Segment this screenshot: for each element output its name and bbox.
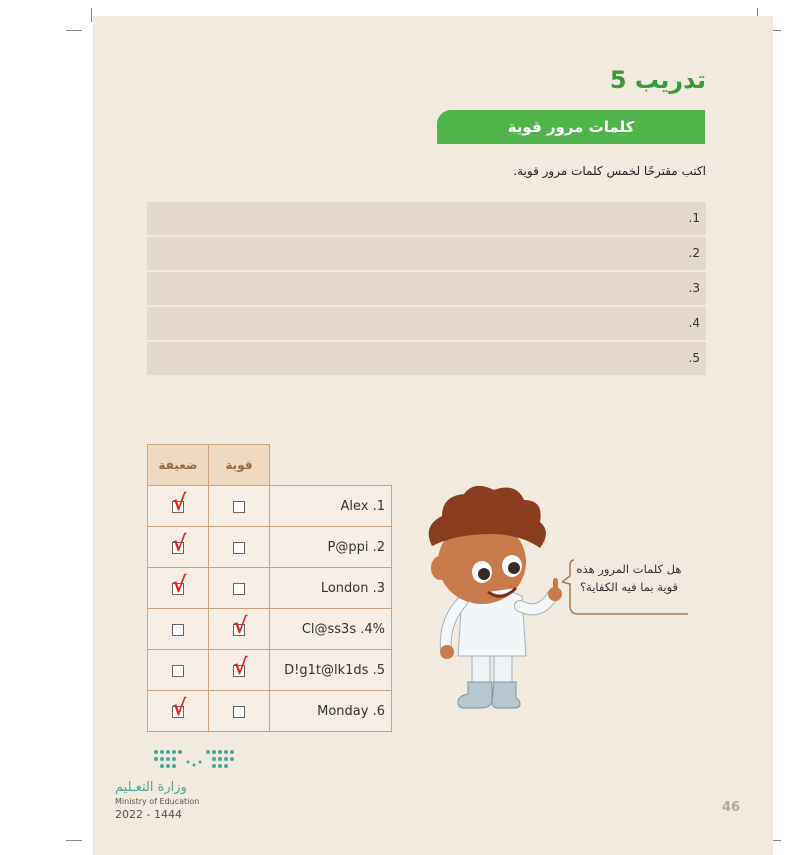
line-number: 3. [688, 281, 700, 295]
strong-checkbox[interactable] [233, 706, 245, 718]
table-row [148, 609, 392, 650]
red-check-mark-icon: √ [172, 572, 187, 598]
boy-character-illustration [410, 486, 570, 721]
table-row [148, 650, 392, 691]
answer-line-1[interactable] [147, 202, 706, 235]
strong-checkbox-cell[interactable] [209, 609, 270, 650]
strong-checkbox[interactable] [233, 583, 245, 595]
red-check-mark-icon: √ [233, 654, 248, 680]
strong-checkbox-cell[interactable] [209, 650, 270, 691]
answer-lines [147, 202, 706, 377]
password-strength-table [147, 444, 392, 732]
red-check-mark-icon: √ [172, 531, 187, 557]
speech-bubble [562, 556, 696, 618]
strong-checkbox-cell[interactable] [209, 527, 270, 568]
ministry-logo-icon [152, 746, 272, 776]
strong-checkbox[interactable] [233, 542, 245, 554]
table-row [148, 486, 392, 527]
table-row [148, 527, 392, 568]
weak-checkbox-cell[interactable] [148, 486, 209, 527]
red-check-mark-icon: √ [172, 695, 187, 721]
strong-checkbox-cell[interactable] [209, 486, 270, 527]
line-number: 4. [688, 316, 700, 330]
strong-checkbox[interactable] [233, 501, 245, 513]
ministry-name-arabic: وزارة التعـليم [115, 780, 187, 795]
password-label: Alex .1 [270, 486, 392, 527]
red-check-mark-icon: √ [172, 490, 187, 516]
line-number: 5. [688, 351, 700, 365]
header-strong: قوية [209, 445, 270, 486]
weak-checkbox-cell[interactable] [148, 650, 209, 691]
answer-line-2[interactable] [147, 237, 706, 270]
speech-line-2: قوية بما فيه الكفاية؟ [579, 580, 679, 594]
table-row [148, 691, 392, 732]
section-banner: كلمات مرور قوية [437, 110, 705, 144]
red-check-mark-icon: √ [233, 613, 248, 639]
password-label: %Cl@ss3s .4 [270, 609, 392, 650]
strong-checkbox-cell[interactable] [209, 568, 270, 609]
instruction-text: اكتب مقترحًا لخمس كلمات مرور قوية. [513, 164, 706, 178]
password-label: D!g1t@lk1ds .5 [270, 650, 392, 691]
password-label: P@ppi .2 [270, 527, 392, 568]
password-label: London .3 [270, 568, 392, 609]
page-number: 46 [722, 800, 741, 815]
weak-checkbox[interactable] [172, 624, 184, 636]
line-number: 1. [688, 211, 700, 225]
weak-checkbox[interactable] [172, 665, 184, 677]
answer-line-3[interactable] [147, 272, 706, 305]
password-label: Monday .6 [270, 691, 392, 732]
line-number: 2. [688, 246, 700, 260]
exercise-heading: تدريب 5 [609, 66, 706, 94]
answer-line-4[interactable] [147, 307, 706, 340]
ministry-name-english: Ministry of Education [115, 797, 200, 806]
strong-checkbox-cell[interactable] [209, 691, 270, 732]
table-row [148, 568, 392, 609]
speech-line-1: هل كلمات المرور هذه [576, 562, 682, 576]
edition-year: 2022 - 1444 [115, 808, 182, 821]
weak-checkbox-cell[interactable] [148, 527, 209, 568]
weak-checkbox-cell[interactable] [148, 691, 209, 732]
header-weak: ضعيفة [148, 445, 209, 486]
answer-line-5[interactable] [147, 342, 706, 375]
weak-checkbox-cell[interactable] [148, 609, 209, 650]
weak-checkbox-cell[interactable] [148, 568, 209, 609]
